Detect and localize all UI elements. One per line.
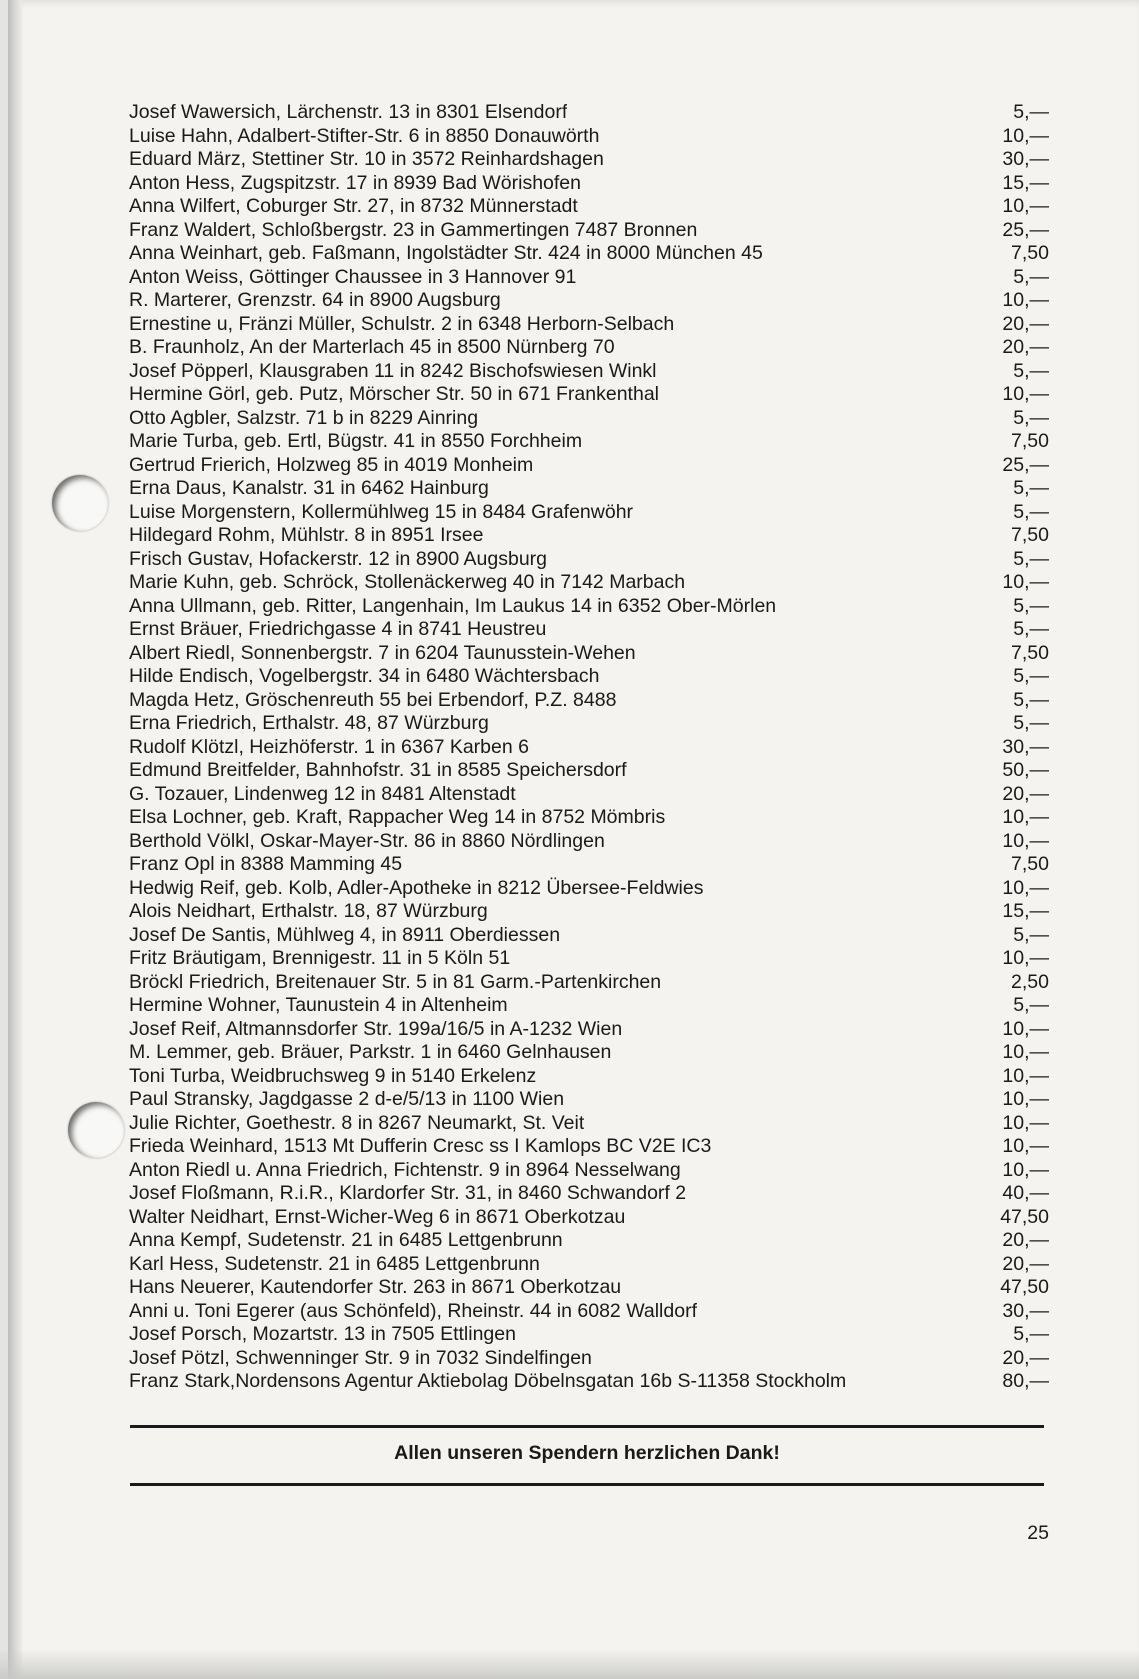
donation-amount: 7,50 — [1011, 524, 1049, 546]
donor-name-address: Berthold Völkl, Oskar-Mayer-Str. 86 in 8860 Nördlingen — [129, 829, 605, 852]
donation-amount: 5,— — [1013, 500, 1049, 523]
donor-name-address: Erna Friedrich, Erthalstr. 48, 87 Würzburg — [129, 712, 489, 734]
donor-name-address: Hermine Wohner, Taunustein 4 in Altenheim — [129, 994, 508, 1016]
donor-row — [129, 1065, 1049, 1089]
donor-name-address: Anna Weinhart, geb. Faßmann, Ingolstädter Str. 424 in 8000 München 45 — [129, 242, 763, 264]
donor-row — [129, 501, 1049, 525]
donation-amount: 47,50 — [1000, 1205, 1049, 1228]
donor-row — [129, 548, 1049, 572]
donor-row — [129, 759, 1049, 783]
donor-row — [129, 195, 1049, 219]
donor-name-address: Josef Pöpperl, Klausgraben 11 in 8242 Bischofswiesen Winkl — [129, 359, 657, 382]
donor-name-address: Anni u. Toni Egerer (aus Schönfeld), Rheinstr. 44 in 6082 Walldorf — [129, 1299, 697, 1322]
donor-name-address: Josef De Santis, Mühlweg 4, in 8911 Oberdiessen — [129, 923, 561, 946]
donor-name-address: Marie Turba, geb. Ertl, Bügstr. 41 in 8550 Forchheim — [129, 430, 583, 452]
donor-row — [129, 853, 1049, 877]
donor-name-address: Toni Turba, Weidbruchsweg 9 in 5140 Erkelenz — [129, 1064, 537, 1087]
donor-row — [129, 289, 1049, 313]
donor-row — [129, 783, 1049, 807]
donation-amount: 10,— — [1002, 1158, 1049, 1181]
donor-name-address: Anna Ullmann, geb. Ritter, Langenhain, Im Laukus 14 in 6352 Ober-Mörlen — [129, 594, 777, 617]
donor-row — [129, 806, 1049, 830]
donor-row — [129, 736, 1049, 760]
donor-name-address: Hilde Endisch, Vogelbergstr. 34 in 6480 Wächtersbach — [129, 665, 600, 687]
donor-row — [129, 1135, 1049, 1159]
donor-name-address: Frisch Gustav, Hofackerstr. 12 in 8900 Augsburg — [129, 547, 548, 570]
donation-amount: 30,— — [1002, 1299, 1049, 1322]
donor-name-address: Hans Neuerer, Kautendorfer Str. 263 in 8671 Oberkotzau — [129, 1276, 622, 1298]
donor-name-address: Marie Kuhn, geb. Schröck, Stollenäckerweg 40 in 7142 Marbach — [129, 571, 686, 593]
donor-row — [129, 383, 1049, 407]
donation-amount: 5,— — [1013, 406, 1049, 429]
donation-amount: 7,50 — [1011, 242, 1049, 264]
donor-row — [129, 313, 1049, 337]
donor-row — [129, 994, 1049, 1018]
donation-amount: 10,— — [1002, 806, 1049, 828]
punch-hole-lower — [68, 1102, 124, 1158]
donor-row — [129, 618, 1049, 642]
donation-amount: 25,— — [1002, 218, 1049, 241]
donation-amount: 5,— — [1013, 265, 1049, 288]
donor-row — [129, 101, 1049, 125]
donor-row — [129, 477, 1049, 501]
donor-row — [129, 642, 1049, 666]
donor-row — [129, 1206, 1049, 1230]
donor-name-address: Josef Wawersich, Lärchenstr. 13 in 8301 Elsendorf — [129, 101, 568, 123]
donor-row — [129, 1229, 1049, 1253]
donation-amount: 30,— — [1002, 148, 1049, 170]
donor-name-address: Rudolf Klötzl, Heizhöferstr. 1 in 6367 Karben 6 — [129, 735, 529, 758]
donation-amount: 20,— — [1002, 336, 1049, 358]
donor-row — [129, 947, 1049, 971]
donor-name-address: Julie Richter, Goethestr. 8 in 8267 Neumarkt, St. Veit — [129, 1111, 585, 1134]
donor-name-address: Magda Hetz, Gröschenreuth 55 bei Erbendorf, P.Z. 8488 — [129, 688, 617, 711]
donor-row — [129, 407, 1049, 431]
donation-amount: 5,— — [1013, 688, 1049, 711]
donation-amount: 20,— — [1002, 1346, 1049, 1369]
donation-amount: 5,— — [1013, 923, 1049, 946]
donation-amount: 2,50 — [1011, 970, 1049, 993]
donor-row — [129, 971, 1049, 995]
donor-name-address: Franz Stark,Nordensons Agentur Aktiebolag Döbelnsgatan 16b S-11358 Stockholm — [129, 1370, 847, 1392]
donation-amount: 47,50 — [1000, 1276, 1049, 1298]
donation-amount: 50,— — [1002, 759, 1049, 781]
donor-name-address: Franz Opl in 8388 Mamming 45 — [129, 853, 403, 875]
donor-row — [129, 125, 1049, 149]
donor-name-address: Anna Kempf, Sudetenstr. 21 in 6485 Lettgenbrunn — [129, 1229, 563, 1251]
donor-row — [129, 830, 1049, 854]
donor-name-address: Walter Neidhart, Ernst-Wicher-Weg 6 in 8671 Oberkotzau — [129, 1205, 626, 1228]
donor-row — [129, 148, 1049, 172]
donation-amount: 30,— — [1002, 735, 1049, 758]
donor-row — [129, 665, 1049, 689]
donor-row — [129, 454, 1049, 478]
donor-row — [129, 924, 1049, 948]
donor-list — [129, 101, 1049, 1394]
donation-amount: 10,— — [1002, 1041, 1049, 1063]
donation-amount: 5,— — [1013, 547, 1049, 570]
donor-name-address: Erna Daus, Kanalstr. 31 in 6462 Hainburg — [129, 477, 489, 499]
donation-amount: 5,— — [1013, 477, 1049, 499]
donor-row — [129, 1253, 1049, 1277]
page-number: 25 — [1027, 1522, 1049, 1544]
donation-amount: 10,— — [1002, 124, 1049, 147]
donation-amount: 15,— — [1002, 900, 1049, 922]
donor-name-address: Otto Agbler, Salzstr. 71 b in 8229 Ainring — [129, 406, 479, 429]
donor-row — [129, 1323, 1049, 1347]
donor-name-address: Josef Reif, Altmannsdorfer Str. 199a/16/5 in A-1232 Wien — [129, 1017, 623, 1040]
donation-amount: 40,— — [1002, 1182, 1049, 1204]
donor-name-address: Luise Hahn, Adalbert-Stifter-Str. 6 in 8850 Donauwörth — [129, 124, 600, 147]
donor-name-address: Anton Weiss, Göttinger Chaussee in 3 Hannover 91 — [129, 265, 577, 288]
donation-amount: 10,— — [1002, 289, 1049, 311]
donor-row — [129, 1088, 1049, 1112]
donor-name-address: Hermine Görl, geb. Putz, Mörscher Str. 50 in 671 Frankenthal — [129, 383, 659, 405]
donor-row — [129, 1159, 1049, 1183]
donor-name-address: R. Marterer, Grenzstr. 64 in 8900 Augsburg — [129, 289, 501, 311]
divider-bottom — [130, 1483, 1044, 1486]
donor-name-address: Josef Porsch, Mozartstr. 13 in 7505 Ettlingen — [129, 1323, 516, 1345]
donor-row — [129, 1041, 1049, 1065]
donation-amount: 7,50 — [1011, 853, 1049, 875]
donation-amount: 10,— — [1002, 1135, 1049, 1157]
donor-row — [129, 1018, 1049, 1042]
divider-top — [130, 1425, 1044, 1428]
donor-row — [129, 877, 1049, 901]
donor-name-address: Elsa Lochner, geb. Kraft, Rappacher Weg 14 in 8752 Mömbris — [129, 806, 666, 828]
donor-name-address: Josef Pötzl, Schwenninger Str. 9 in 7032 Sindelfingen — [129, 1346, 592, 1369]
donor-name-address: Hedwig Reif, geb. Kolb, Adler-Apotheke in 8212 Übersee-Feldwies — [129, 876, 704, 899]
donor-name-address: Anton Hess, Zugspitzstr. 17 in 8939 Bad Wörishofen — [129, 171, 581, 194]
donor-row — [129, 1182, 1049, 1206]
donation-amount: 10,— — [1002, 947, 1049, 969]
donation-amount: 5,— — [1013, 101, 1049, 123]
donor-row — [129, 1112, 1049, 1136]
donation-amount: 5,— — [1013, 618, 1049, 640]
donor-name-address: B. Fraunholz, An der Marterlach 45 in 8500 Nürnberg 70 — [129, 336, 615, 358]
donation-amount: 10,— — [1002, 1088, 1049, 1110]
donor-row — [129, 712, 1049, 736]
donation-amount: 15,— — [1002, 171, 1049, 194]
donor-row — [129, 524, 1049, 548]
donor-name-address: G. Tozauer, Lindenweg 12 in 8481 Altenstadt — [129, 782, 516, 805]
donor-name-address: Josef Floßmann, R.i.R., Klardorfer Str. 31, in 8460 Schwandorf 2 — [129, 1182, 687, 1204]
donation-amount: 7,50 — [1011, 430, 1049, 452]
donor-row — [129, 219, 1049, 243]
donation-amount: 5,— — [1013, 1323, 1049, 1345]
donation-amount: 10,— — [1002, 383, 1049, 405]
donor-row — [129, 689, 1049, 713]
donor-row — [129, 1370, 1049, 1394]
donor-row — [129, 1347, 1049, 1371]
donor-name-address: Anton Riedl u. Anna Friedrich, Fichtenstr. 9 in 8964 Nesselwang — [129, 1158, 681, 1181]
donor-name-address: Eduard März, Stettiner Str. 10 in 3572 Reinhardshagen — [129, 148, 604, 170]
donation-amount: 5,— — [1013, 594, 1049, 617]
donor-row — [129, 1300, 1049, 1324]
donation-amount: 10,— — [1002, 1017, 1049, 1040]
donor-name-address: Frieda Weinhard, 1513 Mt Dufferin Cresc ss I Kamlops BC V2E IC3 — [129, 1135, 712, 1157]
donation-amount: 10,— — [1002, 876, 1049, 899]
donation-amount: 5,— — [1013, 994, 1049, 1016]
donor-row — [129, 900, 1049, 924]
donor-name-address: Hildegard Rohm, Mühlstr. 8 in 8951 Irsee — [129, 524, 484, 546]
donation-amount: 25,— — [1002, 453, 1049, 476]
donor-name-address: Paul Stransky, Jagdgasse 2 d-e/5/13 in 1100 Wien — [129, 1088, 565, 1110]
donation-amount: 10,— — [1002, 571, 1049, 593]
donor-name-address: Anna Wilfert, Coburger Str. 27, in 8732 Münnerstadt — [129, 195, 578, 217]
thanks-message: Allen unseren Spendern herzlichen Dank! — [394, 1442, 780, 1464]
donor-name-address: Gertrud Frierich, Holzweg 85 in 4019 Monheim — [129, 453, 534, 476]
donation-amount: 10,— — [1002, 195, 1049, 217]
donation-amount: 10,— — [1002, 1111, 1049, 1134]
punch-hole-upper — [52, 475, 108, 531]
donor-name-address: Edmund Breitfelder, Bahnhofstr. 31 in 8585 Speichersdorf — [129, 759, 627, 781]
donation-amount: 5,— — [1013, 712, 1049, 734]
donor-name-address: Luise Morgenstern, Kollermühlweg 15 in 8484 Grafenwöhr — [129, 500, 634, 523]
donation-amount: 5,— — [1013, 665, 1049, 687]
page-bottom-shadow — [0, 1649, 1139, 1679]
donation-amount: 20,— — [1002, 312, 1049, 335]
donation-amount: 10,— — [1002, 829, 1049, 852]
donor-row — [129, 336, 1049, 360]
donor-name-address: Albert Riedl, Sonnenbergstr. 7 in 6204 Taunusstein-Wehen — [129, 641, 636, 664]
donor-row — [129, 1276, 1049, 1300]
donor-name-address: Bröckl Friedrich, Breitenauer Str. 5 in 81 Garm.-Partenkirchen — [129, 970, 662, 993]
donor-row — [129, 172, 1049, 196]
donor-name-address: Ernst Bräuer, Friedrichgasse 4 in 8741 Heustreu — [129, 618, 547, 640]
donor-row — [129, 571, 1049, 595]
donor-row — [129, 430, 1049, 454]
donor-row — [129, 266, 1049, 290]
donor-row — [129, 242, 1049, 266]
donation-amount: 5,— — [1013, 359, 1049, 382]
donation-amount: 20,— — [1002, 1252, 1049, 1275]
donation-amount: 80,— — [1002, 1370, 1049, 1392]
donor-name-address: Franz Waldert, Schloßbergstr. 23 in Gammertingen 7487 Bronnen — [129, 218, 698, 241]
donor-name-address: M. Lemmer, geb. Bräuer, Parkstr. 1 in 6460 Gelnhausen — [129, 1041, 612, 1063]
donor-name-address: Karl Hess, Sudetenstr. 21 in 6485 Lettgenbrunn — [129, 1252, 540, 1275]
page-binding-edge — [8, 0, 22, 1679]
donor-name-address: Fritz Bräutigam, Brennigestr. 11 in 5 Köln 51 — [129, 947, 511, 969]
donation-amount: 10,— — [1002, 1064, 1049, 1087]
donation-amount: 20,— — [1002, 782, 1049, 805]
donor-row — [129, 360, 1049, 384]
donor-name-address: Ernestine u, Fränzi Müller, Schulstr. 2 in 6348 Herborn-Selbach — [129, 312, 675, 335]
donor-name-address: Alois Neidhart, Erthalstr. 18, 87 Würzburg — [129, 900, 488, 922]
donation-amount: 20,— — [1002, 1229, 1049, 1251]
donation-amount: 7,50 — [1011, 641, 1049, 664]
donor-row — [129, 595, 1049, 619]
